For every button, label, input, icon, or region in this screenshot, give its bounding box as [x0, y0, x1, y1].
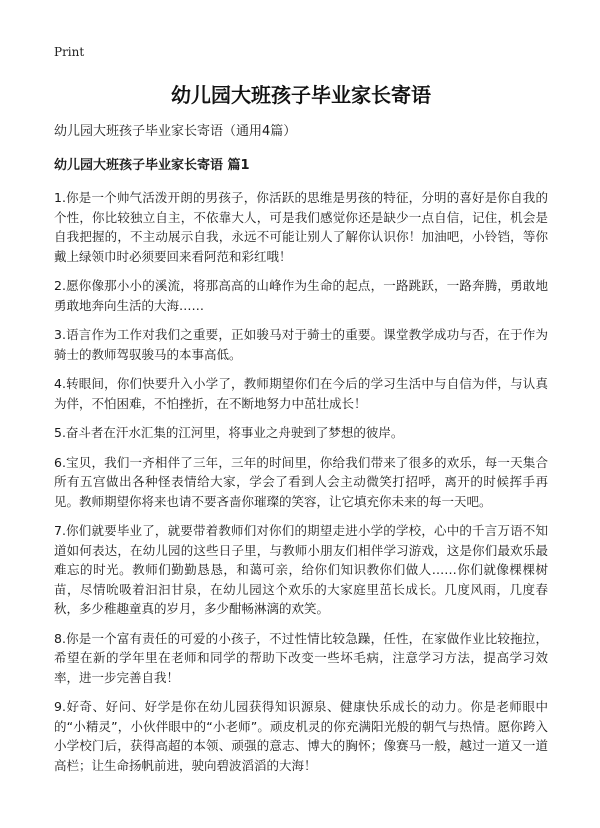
paragraph-2: 2.愿你像那小小的溪流，将那高高的山峰作为生命的起点，一路跳跃，一路奔腾，勇敢地勇敢地奔向生活的大海…… [54, 278, 548, 313]
paragraph-1: 1.你是一个帅气活泼开朗的男孩子，你活跃的思维是男孩的特征，分明的喜好是你自我的个性，你比较独立自主，不依靠大人，可是我们感觉你还是缺少一点自信，记住，机会是自我把握的，不主动展示自我，永远不可能让别人了解你认识你！加油吧，小铃铛，等你戴上绿领巾时必须要回来看阿范和彩红哦！ [54, 190, 548, 264]
section-heading: 幼儿园大班孩子毕业家长寄语 篇1 [54, 158, 250, 173]
paragraph-4: 4.转眼间，你们快要升入小学了，教师期望你们在今后的学习生活中与自信为伴，与认真为伴，不怕困难，不怕挫折，在不断地努力中茁壮成长！ [54, 376, 548, 411]
page-title: 幼儿园大班孩子毕业家长寄语 [171, 83, 431, 107]
paragraph-9: 9.好奇、好问、好学是你在幼儿园获得知识源泉、健康快乐成长的动力。你是老师眼中的“小精灵”，小伙伴眼中的“小老师”。顽皮机灵的你充满阳光般的朝气与热情。愿你跨入小学校门后，获得高超的本领、顽强的意志、博大的胸怀；像赛马一般，越过一道又一道高栏；让生命扬帆前进，驶向碧波滔滔的大海！ [54, 699, 548, 773]
print-link[interactable]: Print [54, 45, 85, 59]
paragraph-6: 6.宝贝，我们一齐相伴了三年，三年的时间里，你给我们带来了很多的欢乐，每一天集合所有五宫做出各种怪表情给大家，学会了看到人会主动微笑打招呼，离开的时候挥手再见。教师期望你将来也请不要吝啬你璀璨的笑容，让它填充你未来的每一天吧。 [54, 454, 548, 509]
paragraph-list [54, 188, 548, 775]
paragraph-8: 8.你是一个富有责任的可爱的小孩子，不过性情比较急躁，任性，在家做作业比较拖拉，希望在新的学年里在老师和同学的帮助下改变一些坏毛病，注意学习方法，提高学习效率，进一步完善自我！ [54, 630, 548, 685]
paragraph-7: 7.你们就要毕业了，就要带着教师们对你们的期望走进小学的学校，心中的千言万语不知道如何表达，在幼儿园的这些日子里，与教师小朋友们相伴学习游戏，这是你们最欢乐最难忘的时光。教师们勤勤恳恳，和蔼可亲，给你们知识教你们做人……你们就像棵棵树苗，尽情吮吸着汩汩甘泉，在幼儿园这个欢乐的大家庭里茁长成长。几度风雨，几度春秋，多少稚趣童真的岁月，多少酣畅淋漓的欢笑。 [54, 523, 548, 616]
paragraph-3: 3.语言作为工作对我们之重要，正如骏马对于骑士的重要。课堂教学成功与否，在于作为骑士的教师驾驭骏马的本事高低。 [54, 327, 548, 362]
document-subtitle: 幼儿园大班孩子毕业家长寄语（通用4篇） [54, 124, 297, 139]
paragraph-5: 5.奋斗者在汗水汇集的江河里，将事业之舟驶到了梦想的彼岸。 [54, 425, 404, 440]
